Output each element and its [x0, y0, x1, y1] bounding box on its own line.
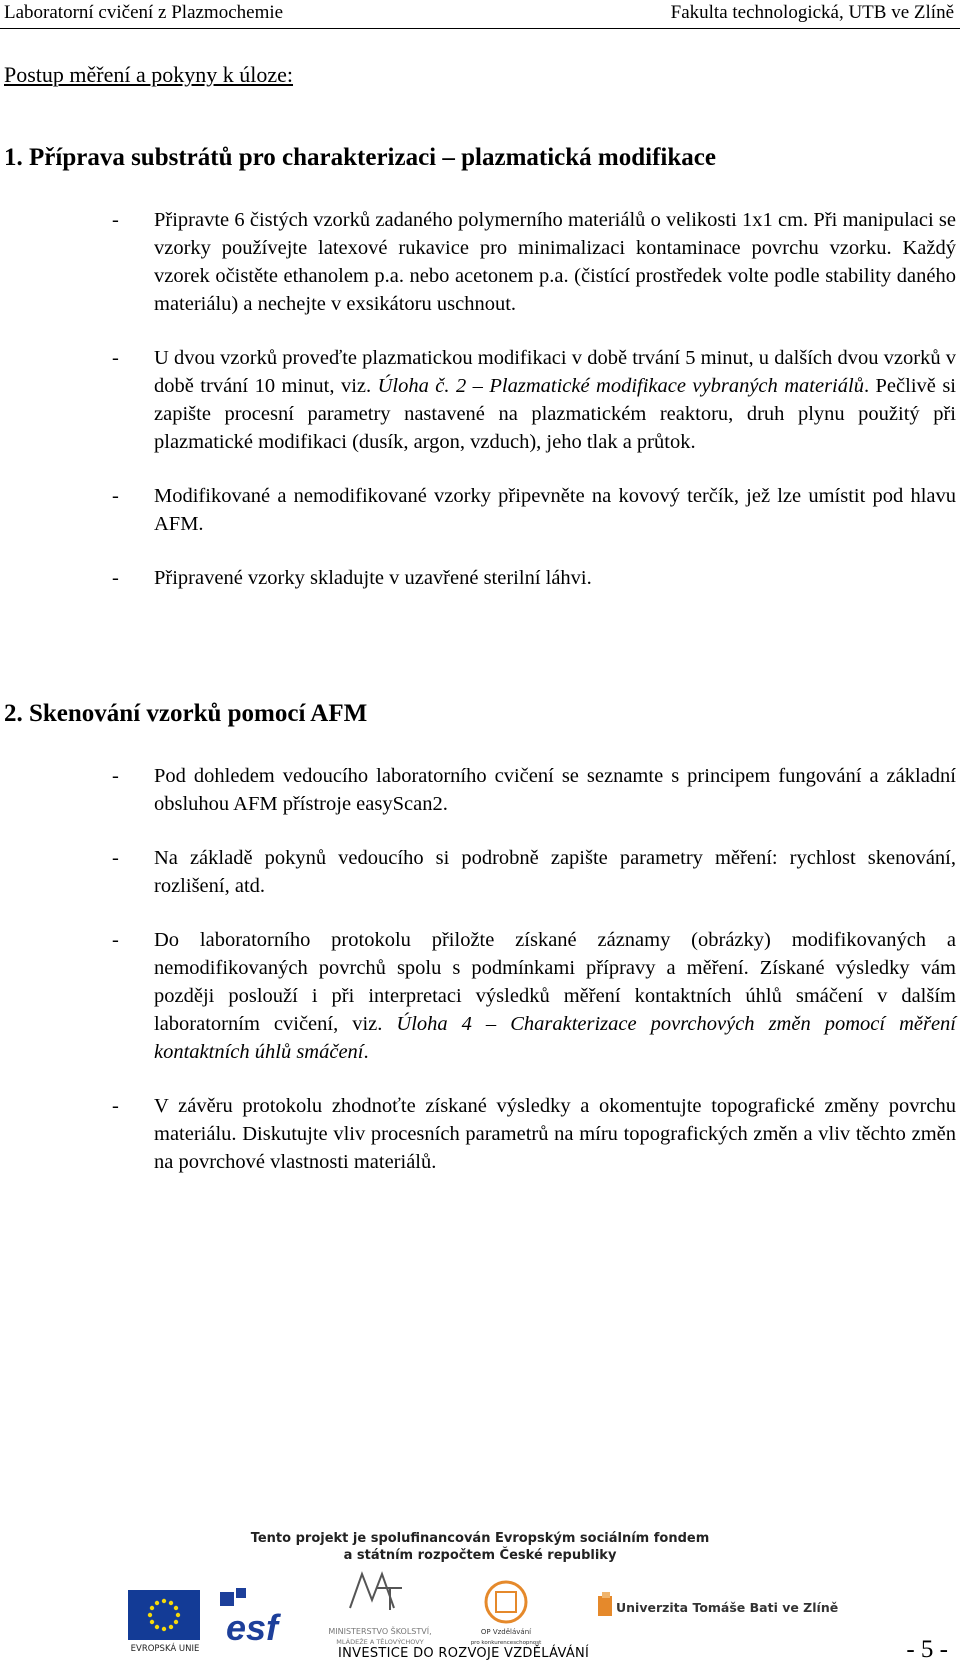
list-item: - Připravené vzorky skladujte v uzavřené sterilní láhvi.	[112, 564, 956, 592]
header-course-title: Laboratorní cvičení z Plazmochemie	[4, 2, 284, 23]
svg-text:Univerzita Tomáše Bati ve Zlín: Univerzita Tomáše Bati ve Zlíně	[616, 1600, 839, 1615]
list-item: - Na základě pokynů vedoucího si podrobně zapište parametry měření: rychlost skenování, rozlišení, atd.	[112, 844, 956, 900]
esf-text: esf	[225, 1607, 279, 1648]
utb-logo	[598, 1588, 839, 1626]
invest-label: INVESTICE DO ROZVOJE VZDĚLÁVÁNÍ	[338, 1646, 590, 1661]
list-item: - Modifikované a nemodifikované vzorky připevněte na kovový terčík, jež lze umístit pod hlavu AFM.	[112, 482, 956, 538]
svg-text:MINISTERSTVO ŠKOLSTVÍ,: MINISTERSTVO ŠKOLSTVÍ,	[328, 1627, 432, 1636]
svg-text:OP Vzdělávání: OP Vzdělávání	[480, 1628, 532, 1636]
op-logo	[470, 1574, 542, 1654]
intro-heading: Postup měření a pokyny k úloze:	[4, 62, 294, 87]
section2-list	[112, 762, 956, 1176]
reference-italic: Úloha 4 – Charakterizace povrchových změn pomocí měření kontaktních úhlů smáčení	[154, 1013, 956, 1063]
header-faculty: Fakulta technologická, UTB ve Zlíně	[670, 2, 954, 23]
section1-list	[112, 206, 956, 592]
section2-title: 2. Skenování vzorků pomocí AFM	[4, 700, 368, 727]
page-footer	[0, 1530, 960, 1662]
svg-text:MLÁDEŽE A TĚLOVÝCHOVY: MLÁDEŽE A TĚLOVÝCHOVY	[336, 1638, 424, 1646]
esf-logo	[216, 1586, 288, 1648]
eu-stars-icon	[128, 1590, 200, 1640]
section1-title: 1. Příprava substrátů pro charakterizaci – plazmatická modifikace	[4, 144, 716, 171]
list-item: - Do laboratorního protokolu přiložte získané záznamy (obrázky) modifikovaných a nemodifikovaných povrchů spolu s podmínkami přípravy a měření. Získané výsledky vám později poslouží i při interpretaci výsledků měření kontaktních úhlů smáčení v dalším laboratorním cvičení, viz. Úloha 4 – Charakterizace povrchových změn pomocí měření kontaktních úhlů smáčení.	[112, 926, 956, 1066]
list-item: - Připravte 6 čistých vzorků zadaného polymerního materiálů o velikosti 1x1 cm. Při manipulaci se vzorky používejte latexové rukavice pro minimalizaci kontaminace povrchu vzorku. Každý vzorek očistěte ethanolem p.a. nebo acetonem p.a. (čistící prostředek volte podle stability daného materiálu) a nechejte v exsikátoru uschnout.	[112, 206, 956, 318]
funding-note: Tento projekt je spolufinancován Evropským sociálním fondem a státním rozpočtem České republiky	[250, 1531, 710, 1563]
list-item: - V závěru protokolu zhodnoťte získané výsledky a okomentujte topografické změny povrchu materiálu. Diskutujte vliv procesních parametrů na míru topografických změn a vliv těchto změn na povrchové vlastnosti materiálů.	[112, 1092, 956, 1176]
list-item: - Pod dohledem vedoucího laboratorního cvičení se seznamte s principem fungování a základní obsluhou AFM přístroje easyScan2.	[112, 762, 956, 818]
page-header	[0, 0, 960, 29]
list-item: - U dvou vzorků proveďte plazmatickou modifikaci v době trvání 5 minut, u dalších dvou vzorků v době trvání 10 minut, viz. Úloha č. 2 – Plazmatické modifikace vybraných materiálů. Pečlivě si zapište procesní parametry nastavené na plazmatickém reaktoru, druh plynu použitý při plazmatické modifikaci (dusík, argon, vzduch), jeho tlak a průtok.	[112, 344, 956, 456]
eu-flag-logo	[128, 1590, 200, 1640]
reference-italic: Úloha č. 2 – Plazmatické modifikace vybraných materiálů	[377, 375, 864, 397]
msmt-logo	[310, 1570, 450, 1654]
eu-label: EVROPSKÁ UNIE	[130, 1644, 200, 1654]
svg-text:pro konkurenceschopnost: pro konkurenceschopnost	[470, 1640, 542, 1646]
page-number: - 5 -	[906, 1636, 948, 1663]
